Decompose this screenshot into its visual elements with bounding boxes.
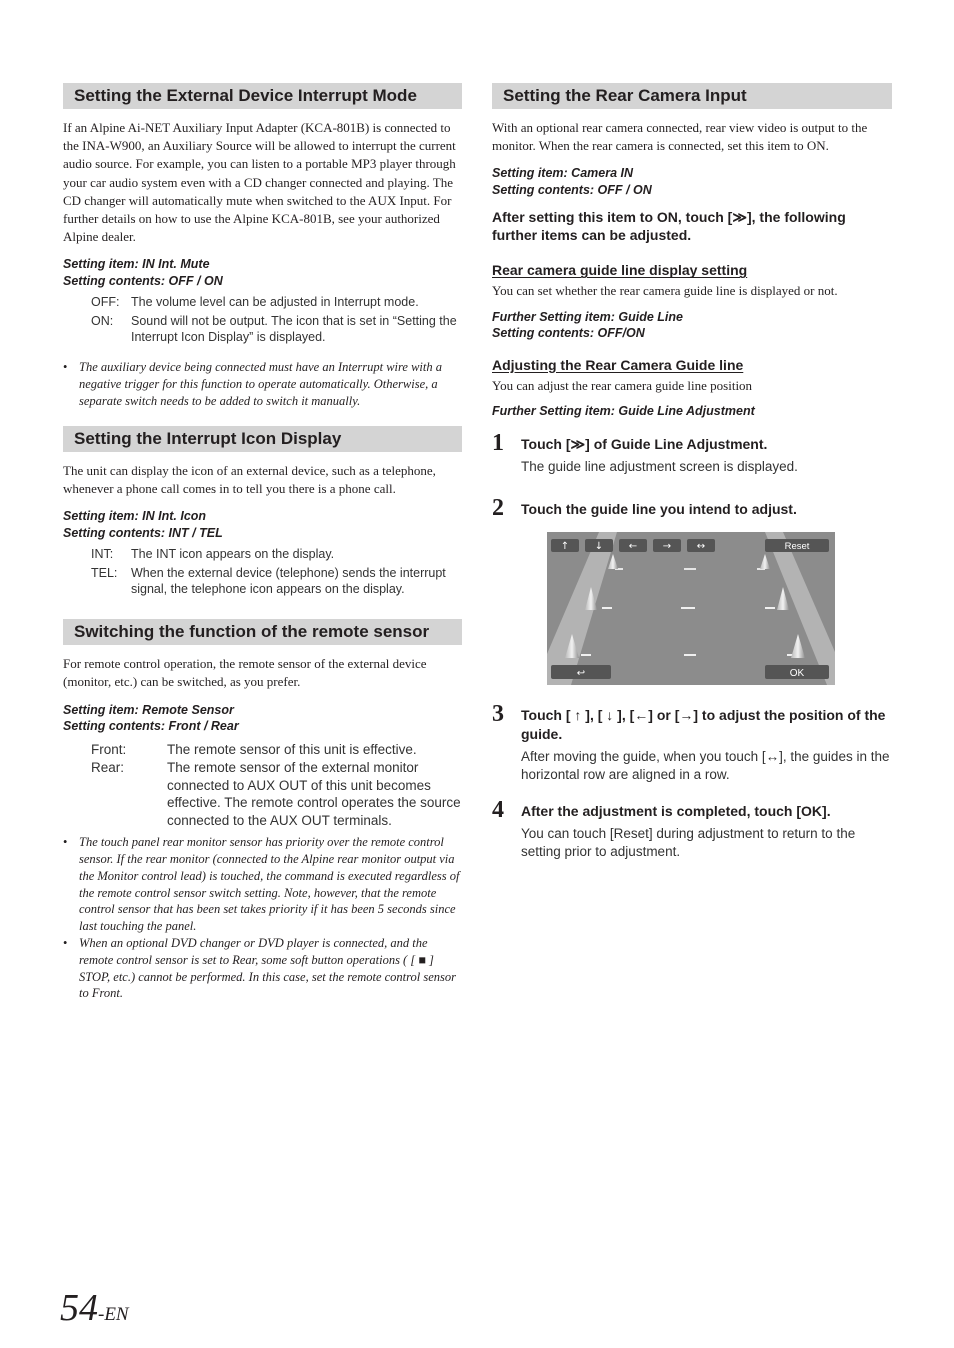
setting-item: Setting item: Camera IN <box>492 166 634 181</box>
reset-label: Reset <box>784 541 810 553</box>
further-setting-item: Further Setting item: Guide Line <box>492 309 683 324</box>
setting-contents: Setting contents: OFF / ON <box>492 182 652 197</box>
definition-term: ON: <box>91 314 114 329</box>
setting-contents: Setting contents: OFF / ON <box>63 273 223 288</box>
external-interrupt-body: If an Alpine Ai-NET Auxiliary Input Adapter (KCA-801B) is connected to the INA-W900, an Auxiliary Source will be allowed to interrupt the current audio source. For example, you can listen to a portable MP3 player through your car audio system even with a CD changer connected and playing. The CD changer will automatically mute when switched to the AUX Input. For further details on how to use the Alpine KCA-801B, see your authorized Alpine dealer. <box>63 120 456 245</box>
setting-item: Setting item: IN Int. Mute <box>63 257 210 272</box>
step-number: 3 <box>492 701 504 728</box>
guide-display-body: You can set whether the rear camera guide line is displayed or not. <box>492 283 838 299</box>
guide-dash <box>602 607 612 609</box>
guide-line-adjustment-screen <box>547 532 835 685</box>
definition-row <box>91 759 462 829</box>
ok-button[interactable] <box>765 665 829 679</box>
page-number-value: 54 <box>60 1287 98 1329</box>
down-arrow-icon: ↓ <box>594 541 604 553</box>
ok-label: OK <box>789 668 805 680</box>
guide-dash <box>681 607 695 609</box>
definition-term: Rear: <box>91 760 125 776</box>
setting-contents: Setting contents: OFF/ON <box>492 326 645 341</box>
reset-button[interactable] <box>765 539 829 552</box>
bullet: • <box>63 835 68 850</box>
right-arrow-icon: → <box>662 541 672 553</box>
further-setting-item: Further Setting item: Guide Line Adjustment <box>492 403 755 418</box>
step-number: 4 <box>492 797 504 824</box>
bullet: • <box>63 360 68 375</box>
back-button[interactable] <box>551 665 611 679</box>
notes <box>63 834 462 1002</box>
rear-camera-body: With an optional rear camera connected, rear view video is output to the monitor. When the rear camera is connected, set this item to ON. <box>492 120 868 154</box>
step-title: Touch [≫] of Guide Line Adjustment. <box>521 436 768 453</box>
guide-dash <box>684 568 696 570</box>
definition-description: The remote sensor of the external monitor connected to AUX OUT of this unit becomes effective. The remote control operates the source connected to the AUX OUT terminals. <box>167 760 461 828</box>
note-text: The auxiliary device being connected must have an Interrupt wire with a negative trigger for this function to operate automatically. Otherwise, a separate switch needs to be added to switch it manually. <box>79 360 442 409</box>
setting-item: Setting item: IN Int. Icon <box>63 509 207 524</box>
adjusting-guide-subheading: Adjusting the Rear Camera Guide line <box>492 356 744 373</box>
setting-item: Setting item: Remote Sensor <box>63 702 234 717</box>
after-setting-instructions: After setting this item to ON, touch [≫], the following further items can be adjusted. <box>492 209 846 244</box>
note-item <box>63 935 462 1002</box>
definition-row <box>91 741 462 759</box>
guide-dash <box>765 607 775 609</box>
definition-list <box>63 294 462 345</box>
step-description: You can touch [Reset] during adjustment to return to the setting prior to adjustment. <box>521 826 856 860</box>
left-arrow-button[interactable] <box>619 539 647 552</box>
guide-dash <box>581 654 591 656</box>
remote-sensor-body: For remote control operation, the remote sensor of the external device (monitor, etc.) can be switched, as you prefer. <box>63 656 427 690</box>
step-title: After the adjustment is completed, touch [OK]. <box>521 803 831 820</box>
definition-row <box>91 313 462 345</box>
adjusting-guide-body: You can adjust the rear camera guide line position <box>492 377 753 393</box>
page-number-suffix: -EN <box>98 1304 129 1325</box>
note-item <box>63 359 462 409</box>
right-column <box>492 83 892 861</box>
step-3 <box>492 701 892 784</box>
definition-description: The remote sensor of this unit is effective. <box>167 741 417 757</box>
step-2 <box>492 495 892 522</box>
step-4 <box>492 797 892 861</box>
interrupt-icon-body: The unit can display the icon of an external device, such as a telephone, whenever a phone call comes in to tell you there is a phone call. <box>63 462 436 497</box>
definition-description: The volume level can be adjusted in Interrupt mode. <box>131 295 419 310</box>
definition-row <box>91 546 462 562</box>
down-arrow-button[interactable] <box>585 539 613 552</box>
definition-row <box>91 294 462 310</box>
step-description: The guide line adjustment screen is displayed. <box>521 459 798 475</box>
note-text: When an optional DVD changer or DVD player is connected, and the remote control sensor is set to Rear, some soft button operations ( [ ■ ] STOP, etc.) cannot be performed. In this case, set the remote control sensor to Front. <box>79 935 457 1001</box>
setting-contents: Setting contents: Front / Rear <box>63 719 239 734</box>
return-icon: ↩ <box>576 668 586 680</box>
right-arrow-button[interactable] <box>653 539 681 552</box>
step-title: Touch the guide line you intend to adjust. <box>521 501 797 518</box>
step-number: 2 <box>492 495 504 522</box>
section-heading-remote-sensor: Switching the function of the remote sensor <box>63 619 462 645</box>
section-heading-rear-camera: Setting the Rear Camera Input <box>492 83 892 109</box>
definition-list <box>63 546 462 597</box>
guide-dash <box>684 654 696 656</box>
step-description: After moving the guide, when you touch [↔], the guides in the horizontal row are aligned in a row. <box>521 749 890 783</box>
left-column <box>63 83 462 1002</box>
guide-display-subheading: Rear camera guide line display setting <box>492 262 748 279</box>
definition-description: The INT icon appears on the display. <box>131 547 335 562</box>
step-number: 1 <box>492 430 504 457</box>
note-text: The touch panel rear monitor sensor has priority over the remote control sensor. If the rear monitor (connected to the Alpine rear monitor output via the Monitor control lead) is touched, the command is executed regardless of the remote control sensor switch setting. Note, however, that the remote control sensor that has been set takes priority if it has been 5 seconds since last touching the panel. <box>79 835 460 934</box>
definition-term: INT: <box>91 547 114 562</box>
definition-term: OFF: <box>91 295 120 310</box>
section-heading-interrupt-icon: Setting the Interrupt Icon Display <box>63 426 462 452</box>
definition-description: Sound will not be output. The icon that is set in “Setting the Interrupt Icon Display” is displayed. <box>131 314 457 345</box>
align-row-button[interactable] <box>687 539 715 552</box>
left-arrow-icon: ← <box>628 541 638 553</box>
up-arrow-icon: ↑ <box>560 541 570 553</box>
setting-contents: Setting contents: INT / TEL <box>63 525 223 540</box>
section-heading-external-interrupt: Setting the External Device Interrupt Mode <box>63 83 462 109</box>
notes <box>63 359 462 409</box>
definition-term: Front: <box>91 741 127 757</box>
definition-description: When the external device (telephone) sends the interrupt signal, the telephone icon appears on the display. <box>131 566 446 597</box>
bullet: • <box>63 935 68 950</box>
step-1 <box>492 430 892 476</box>
definition-row <box>91 565 462 597</box>
up-arrow-button[interactable] <box>551 539 579 552</box>
step-title: Touch [ ↑ ], [ ↓ ], [←] or [→] to adjust the position of the guide. <box>521 707 886 743</box>
page-number <box>60 1286 129 1330</box>
note-item <box>63 834 462 935</box>
definition-list <box>63 741 462 830</box>
left-right-arrow-icon: ↔ <box>696 541 706 553</box>
definition-term: TEL: <box>91 566 118 581</box>
